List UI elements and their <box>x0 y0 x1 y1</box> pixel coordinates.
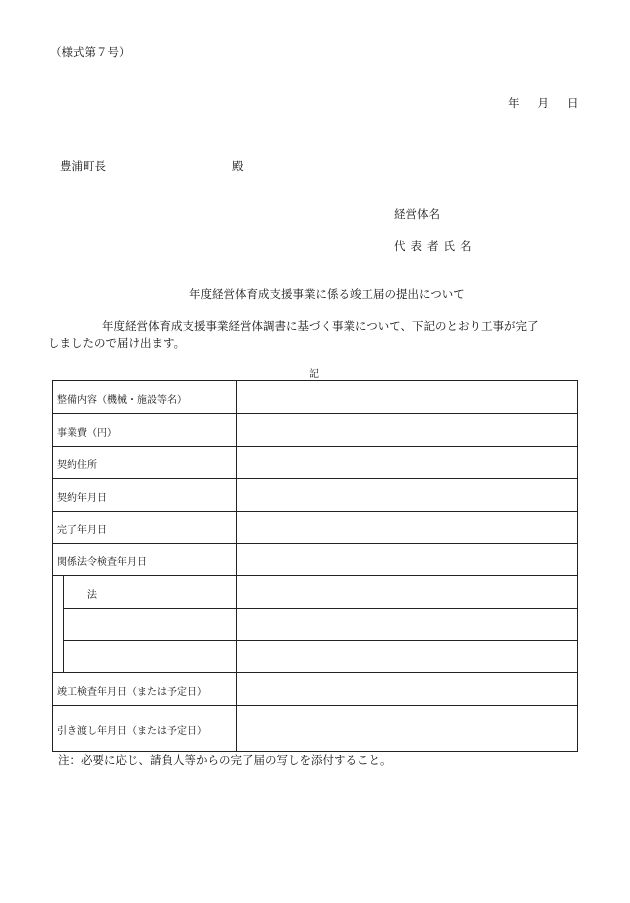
row-label-completion-date: 完了年月日 <box>57 525 107 536</box>
row-divider <box>53 705 577 706</box>
row-label-cost: 事業費（円） <box>57 428 117 439</box>
body-text-line-2: しましたので届け出ます。 <box>48 336 186 350</box>
date-day: 日 <box>567 96 579 110</box>
row-label-equipment: 整備内容（機械・施設等名） <box>57 395 187 406</box>
row-label-handover-date: 引き渡し年月日（または予定日） <box>57 726 207 737</box>
row-divider <box>53 672 577 673</box>
row-label-contract-date: 契約年月日 <box>57 493 107 504</box>
row-label-inspection-date: 関係法令検査年月日 <box>57 557 147 568</box>
honorific: 殿 <box>232 159 244 173</box>
row-divider <box>53 543 577 544</box>
ki-label: 記 <box>309 369 319 380</box>
row-divider <box>53 413 577 414</box>
footnote: 注：必要に応じ、請負人等からの完了届の写しを添付すること。 <box>58 753 392 767</box>
row-divider <box>63 640 577 641</box>
column-divider <box>236 381 237 751</box>
row-divider <box>63 608 577 609</box>
date-year: 年 <box>508 96 520 110</box>
row-label-contract-address: 契約住所 <box>57 460 97 471</box>
row-divider <box>53 575 577 576</box>
business-name-label: 経営体名 <box>394 207 440 221</box>
row-label-law: 法 <box>87 590 97 601</box>
date-line <box>508 95 579 111</box>
sub-row-indent-divider <box>63 575 64 672</box>
date-month: 月 <box>537 96 549 110</box>
body-text-line-1: 年度経営体育成支援事業経営体調書に基づく事業について、下記のとおり工事が完了 <box>102 319 539 333</box>
row-divider <box>53 446 577 447</box>
addressee: 豊浦町長 <box>60 159 106 173</box>
representative-label: 代表者氏名 <box>394 239 477 253</box>
form-number: （様式第７号） <box>50 45 131 59</box>
row-label-completion-inspection-date: 竣工検査年月日（または予定日） <box>57 687 207 698</box>
document-subject: 年度経営体育成支援事業に係る竣工届の提出について <box>189 287 465 301</box>
row-divider <box>53 511 577 512</box>
row-divider <box>53 478 577 479</box>
record-table <box>52 380 578 752</box>
